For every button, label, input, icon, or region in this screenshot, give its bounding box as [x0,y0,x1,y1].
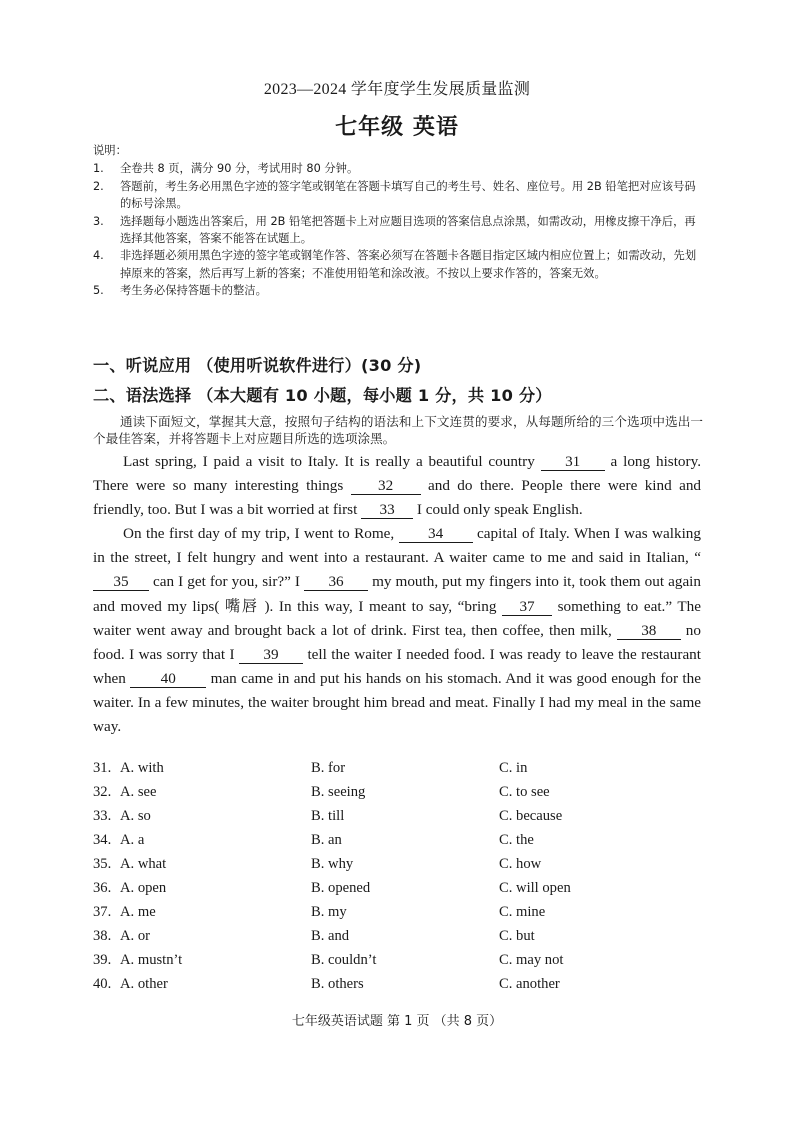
passage-text: can I get for you, sir?” I [149,573,305,591]
option-c: C. because [499,808,563,824]
note-text: 选择题每小题选出答案后，用 2B 铅笔把答题卡上对应题目选项的答案信息点涂黑，如需改动，用橡皮擦干净后，再选择其他答案，答案不能答在试题上。 [120,214,696,246]
option-a: A. see [120,784,157,800]
question-number: 37. [93,904,112,920]
option-a: A. mustn’t [120,952,183,968]
note-item [93,213,703,248]
question-number: 36. [93,880,112,896]
page-footer: 七年级英语试题 第 1 页 （共 8 页） [291,1014,503,1029]
passage-text: something to eat.” The waiter went away and brought back a lot of drink. First tea, then coffee, then milk, [93,597,701,639]
note-item [93,160,703,177]
passage-text: tell the waiter I needed food. I was ready to leave the restaurant when [93,645,701,687]
question-number: 32. [93,784,112,800]
passage-text: capital of Italy. When I was walking in the street, I felt hungry and went into a restaurant. A waiter came to me and said in Italian, “ [93,525,701,567]
option-b: B. my [311,904,347,920]
option-b: B. others [311,976,364,992]
blank-36: 36 [304,574,368,591]
option-c: C. but [499,928,535,944]
instructions-notes [93,142,703,300]
note-text: 非选择题必须用黑色字迹的签字笔或钢笔作答、答案必须写在答题卡各题目指定区域内相应位置上；如需改动，先划掉原来的答案，然后再写上新的答案；不准使用铅笔和涂改液。不按以上要求作答的，答案无效。 [120,249,697,280]
note-number: 4. [93,249,104,263]
option-c: C. mine [499,904,546,920]
grammar-instruction: 通读下面短文，掌握其大意，按照句子结构的语法和上下文连贯的要求，从每题所给的三个选项中选出一个最佳答案，并将答题卡上对应题目所选的选项涂黑。 [93,414,703,446]
question-number: 40. [93,976,112,992]
option-a: A. a [120,832,145,848]
question-number: 33. [93,808,112,824]
option-b: B. why [311,856,354,872]
blank-33: 33 [361,502,413,519]
question-number: 38. [93,928,112,944]
note-number: 3. [93,214,104,228]
passage-text: a long history. There were so many interesting things [93,453,701,495]
question-options-37 [93,904,703,928]
reading-passage [93,450,701,739]
note-item [93,178,703,213]
question-number: 39. [93,952,112,968]
blank-38: 38 [617,623,681,640]
notes-heading: 说明： [93,144,127,157]
option-b: B. and [311,928,350,944]
section-grammar-heading: 二、语法选择 （本大题有 10 小题，每小题 1 分，共 10 分） [93,386,552,405]
option-a: A. or [120,928,150,944]
option-b: B. seeing [311,784,366,800]
question-number: 34. [93,832,112,848]
note-number: 5. [93,284,104,298]
note-item [93,282,703,299]
option-a: A. other [120,976,168,992]
passage-text: On the first day of my trip, I went to Rome, [123,525,399,543]
note-text: 全卷共 8 页，满分 90 分，考试用时 80 分钟。 [120,162,359,176]
note-number: 1. [93,162,104,176]
blank-35: 35 [93,574,149,591]
option-a: A. what [120,856,167,872]
passage-text: I could only speak English. [413,501,583,519]
passage-text: my mouth, put my fingers into it, took them out again and moved my lips( 嘴唇 ). In this way, I meant to say, “bring [93,573,701,615]
question-options-34 [93,832,703,856]
option-c: C. will open [499,880,571,896]
blank-40: 40 [130,671,206,688]
question-number: 31. [93,760,112,776]
passage-text: Last spring, I paid a visit to Italy. It is really a beautiful country [123,453,541,470]
note-text: 考生务必保持答题卡的整洁。 [120,284,267,298]
passage-text: and do there. People there were kind and friendly, too. But I was a bit worried at first [93,477,702,519]
option-c: C. the [499,832,534,848]
note-item [93,247,703,282]
option-a: A. open [120,880,167,896]
question-options-38 [93,928,703,952]
option-b: B. an [311,832,342,848]
blank-37: 37 [502,599,552,616]
blank-34: 34 [399,526,473,543]
question-options-33 [93,808,703,832]
passage-text: no food. I was sorry that I [93,621,701,663]
option-c: C. to see [499,784,550,800]
option-c: C. another [499,976,560,992]
option-a: A. so [120,808,151,824]
option-b: B. for [311,760,346,776]
note-text: 答题前，考生务必用黑色字迹的签字笔或钢笔在答题卡填写自己的考生号、姓名、座位号。用 2B 铅笔把对应该号码的标号涂黑。 [120,179,696,211]
blank-39: 39 [239,647,303,664]
option-a: A. with [120,760,164,776]
passage-paragraph [93,450,701,522]
option-b: B. till [311,808,345,824]
section-listening-heading: 一、听说应用 （使用听说软件进行）(30 分) [93,356,422,375]
option-c: C. how [499,856,542,872]
passage-text: man came in and put his hands on his stomach. And it was good enough for the waiter. In a few minutes, the waiter brought him bread and meat. Finally I had my meal in the same way. [93,669,701,736]
blank-31: 31 [541,454,605,471]
option-a: A. me [120,904,156,920]
question-options-39 [93,952,703,976]
note-number: 2. [93,179,104,193]
passage-paragraph [93,522,701,739]
question-options-35 [93,856,703,880]
question-options-40 [93,976,703,1000]
option-b: B. couldn’t [311,952,377,968]
exam-subject-title: 七年级 英语 [335,115,459,140]
question-number: 35. [93,856,112,872]
option-c: C. in [499,760,528,776]
option-b: B. opened [311,880,371,896]
exam-year-title: 2023—2024 学年度学生发展质量监测 [263,81,531,98]
question-options-36 [93,880,703,904]
question-options-31 [93,760,703,784]
blank-32: 32 [351,478,421,495]
question-options-32 [93,784,703,808]
option-c: C. may not [499,952,564,968]
